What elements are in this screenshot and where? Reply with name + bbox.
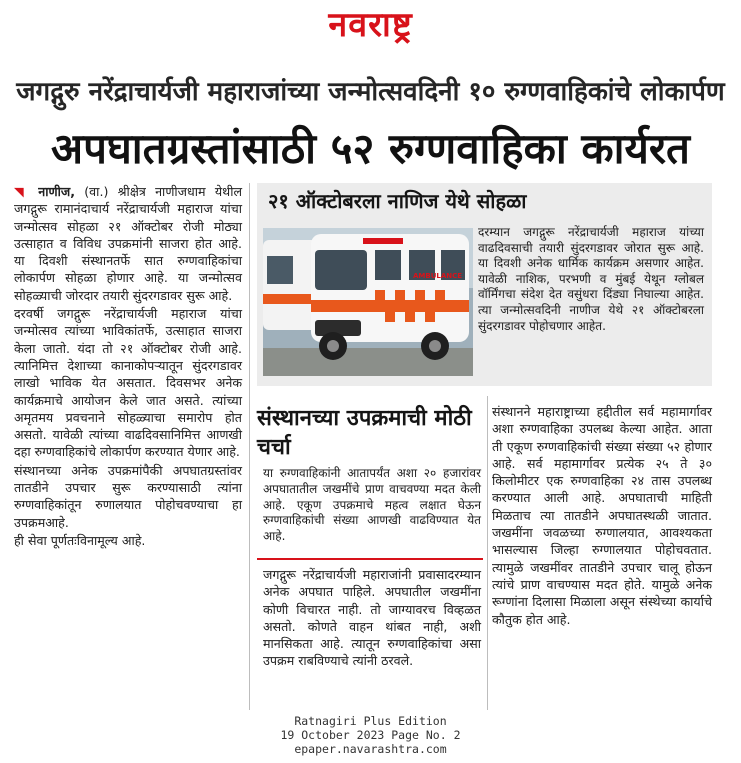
article-column-1: [14, 183, 242, 549]
red-divider: [257, 558, 483, 560]
paragraph-3: संस्थानच्या अनेक उपक्रमांपैकी अपघातग्रस्तांवर तातडीने उपचार सुरू करण्यासाठी त्यांना रुग्णवाहिकांतून रुणालयात पोहोचवण्याचा हा उपक्रमआहे.: [14, 462, 242, 530]
edition-name: Ratnagiri Plus Edition: [294, 714, 447, 728]
paragraph-2: दरवर्षी जगद्गुरू नरेंद्राचार्यजी महाराज यांचा जन्मोत्सव त्यांच्या भाविकांतर्फे, उत्साहात साजरा केला जातो. यंदा तो २१ ऑक्टोबर रोजी आहे. त्यानिमित्त देशाच्या कानाकोपऱ्यातून सुंदरगडावर लाखो भाविक येत असतात. दिवसभर अनेक कार्यक्रमाचे आयोजन केले जात असते. त्यांच्या अमृतमय प्रवचनाने सोहळ्याचा समारोप होत असतो. यावेळी त्यांच्या वाढदिवसानिमित्त आणखी दहा रुग्णवाहिकांचे लोकार्पण करण्यात येणार आहे.: [14, 306, 242, 460]
article-column-4: संस्थानने महाराष्ट्राच्या हद्दीतील सर्व महामार्गावर अशा रुग्णवाहिका उपलब्ध केल्या आहेत. आता ती एकूण रुग्णवाहिकांची संख्या संख्या ५२ होणार आहे. सर्व महामार्गावर प्रत्येक २५ ते ३० किलोमीटर एक रुग्णवाहिका २४ तास उपलब्ध करण्यात आली आहे. अपघाताची माहिती मिळताच त्या तातडीने अपघातस्थळी जातात. जखमींना जवळच्या रुग्णालयात, आवश्यकता भासल्यास जिल्हा रुग्णालयात पोहोचवतात. त्यामुळे जखमींवर तातडीने उपचार चालू होऊन त्यांचे प्राण वाचण्यास मदत होते. यामुळे अनेक रूग्णांना दिलासा मिळाला असून संस्थेच्या कार्याचे कौतुक होत आहे.: [492, 404, 712, 627]
edition-date-page: 19 October 2023 Page No. 2: [280, 728, 461, 742]
column-divider: [249, 183, 250, 710]
agency-credit: (वा.): [84, 184, 109, 199]
ambulance-label: AMBULANCE: [413, 272, 463, 280]
box-text: दरम्यान जगद्गुरू नरेंद्राचार्यजी महाराज यांच्या वाढदिवसाची तयारी सुंदरगडावर जोरात सुरू आहे. या दिवशी अनेक धार्मिक कार्यक्रम असणार आहेत. यावेळी नाशिक, परभणी व मुंबई येथून ग्लोबल वॉर्मिंगचा संदेश देत वसुंधरा दिंड्या निघाल्या आहेत. त्या जन्मोत्सवदिनी नाणीज येथे २१ ऑक्टोबरला सुंदरगडावर पोहोचणार आहेत.: [478, 225, 704, 333]
column-divider: [487, 396, 488, 710]
dateline: नाणीज,: [38, 184, 75, 199]
subsection-intro: या रुग्णवाहिकांनी आतापर्यंत अशा २० हजारांवर अपघातातील जखमींचे प्राण वाचवण्या मदत केली आहे. एकूण उपक्रमाचे महत्व लक्षात घेऊन रुग्णवाहिकांची संख्या आणखी वाढविण्यात येत आहे.: [263, 466, 481, 544]
ambulance-photo[interactable]: [263, 228, 473, 376]
epaper-link[interactable]: epaper.navarashtra.com: [294, 742, 447, 756]
box-heading: २१ ऑक्टोबरला नाणिज येथे सोहळा: [268, 189, 527, 213]
edition-footer: [0, 714, 741, 756]
paragraph-1-text: श्रीक्षेत्र नाणीजधाम येथील जगद्गुरू रामानंदाचार्य नरेंद्राचार्यजी महाराज यांचा जन्मोत्सव सोहळा २१ ऑक्टोबर रोजी मोठ्या उत्साहात व विविध उपक्रमांनी साजरा होत आहे. या दिवशी संस्थानतर्फे सात रुग्णवाहिकांचा लोकार्पण सोहळा होणार आहे. या जन्मोत्सव सोहळ्याची जोरदार तयारी सुंदरगडावर सुरू आहे.: [14, 184, 242, 303]
article-column-3: जगद्गुरू नरेंद्राचार्यजी महाराजांनी प्रवासादरम्यान अनेक अपघात पाहिले. अपघातील जखमींना कोणी विचारत नाही. तो जाग्यावरच विव्हळत असतो. कोणते वाहन थांबत नाही, अशी मानसिकता आहे. त्यातून रुग्णवाहिकांचा असा उपक्रम राबविण्याचे त्यांनी ठरवले.: [263, 567, 481, 669]
kicker-headline: जगद्गुरु नरेंद्राचार्यजी महाराजांच्या जन्मोत्सवदिनी १० रुग्णवाहिकांचे लोकार्पण: [16, 77, 725, 107]
paragraph-1: [14, 183, 242, 304]
main-headline: अपघातग्रस्तांसाठी ५२ रुग्णवाहिका कार्यरत: [51, 124, 690, 173]
ambulance-illustration: [263, 228, 473, 376]
subsection-heading: संस्थानच्या उपक्रमाची मोठी चर्चा: [257, 406, 472, 460]
masthead-logo[interactable]: नवराष्ट्र: [328, 5, 413, 45]
paragraph-4: ही सेवा पूर्णतःविनामूल्य आहे.: [14, 532, 146, 548]
dateline-marker-icon: ◥: [14, 184, 29, 199]
